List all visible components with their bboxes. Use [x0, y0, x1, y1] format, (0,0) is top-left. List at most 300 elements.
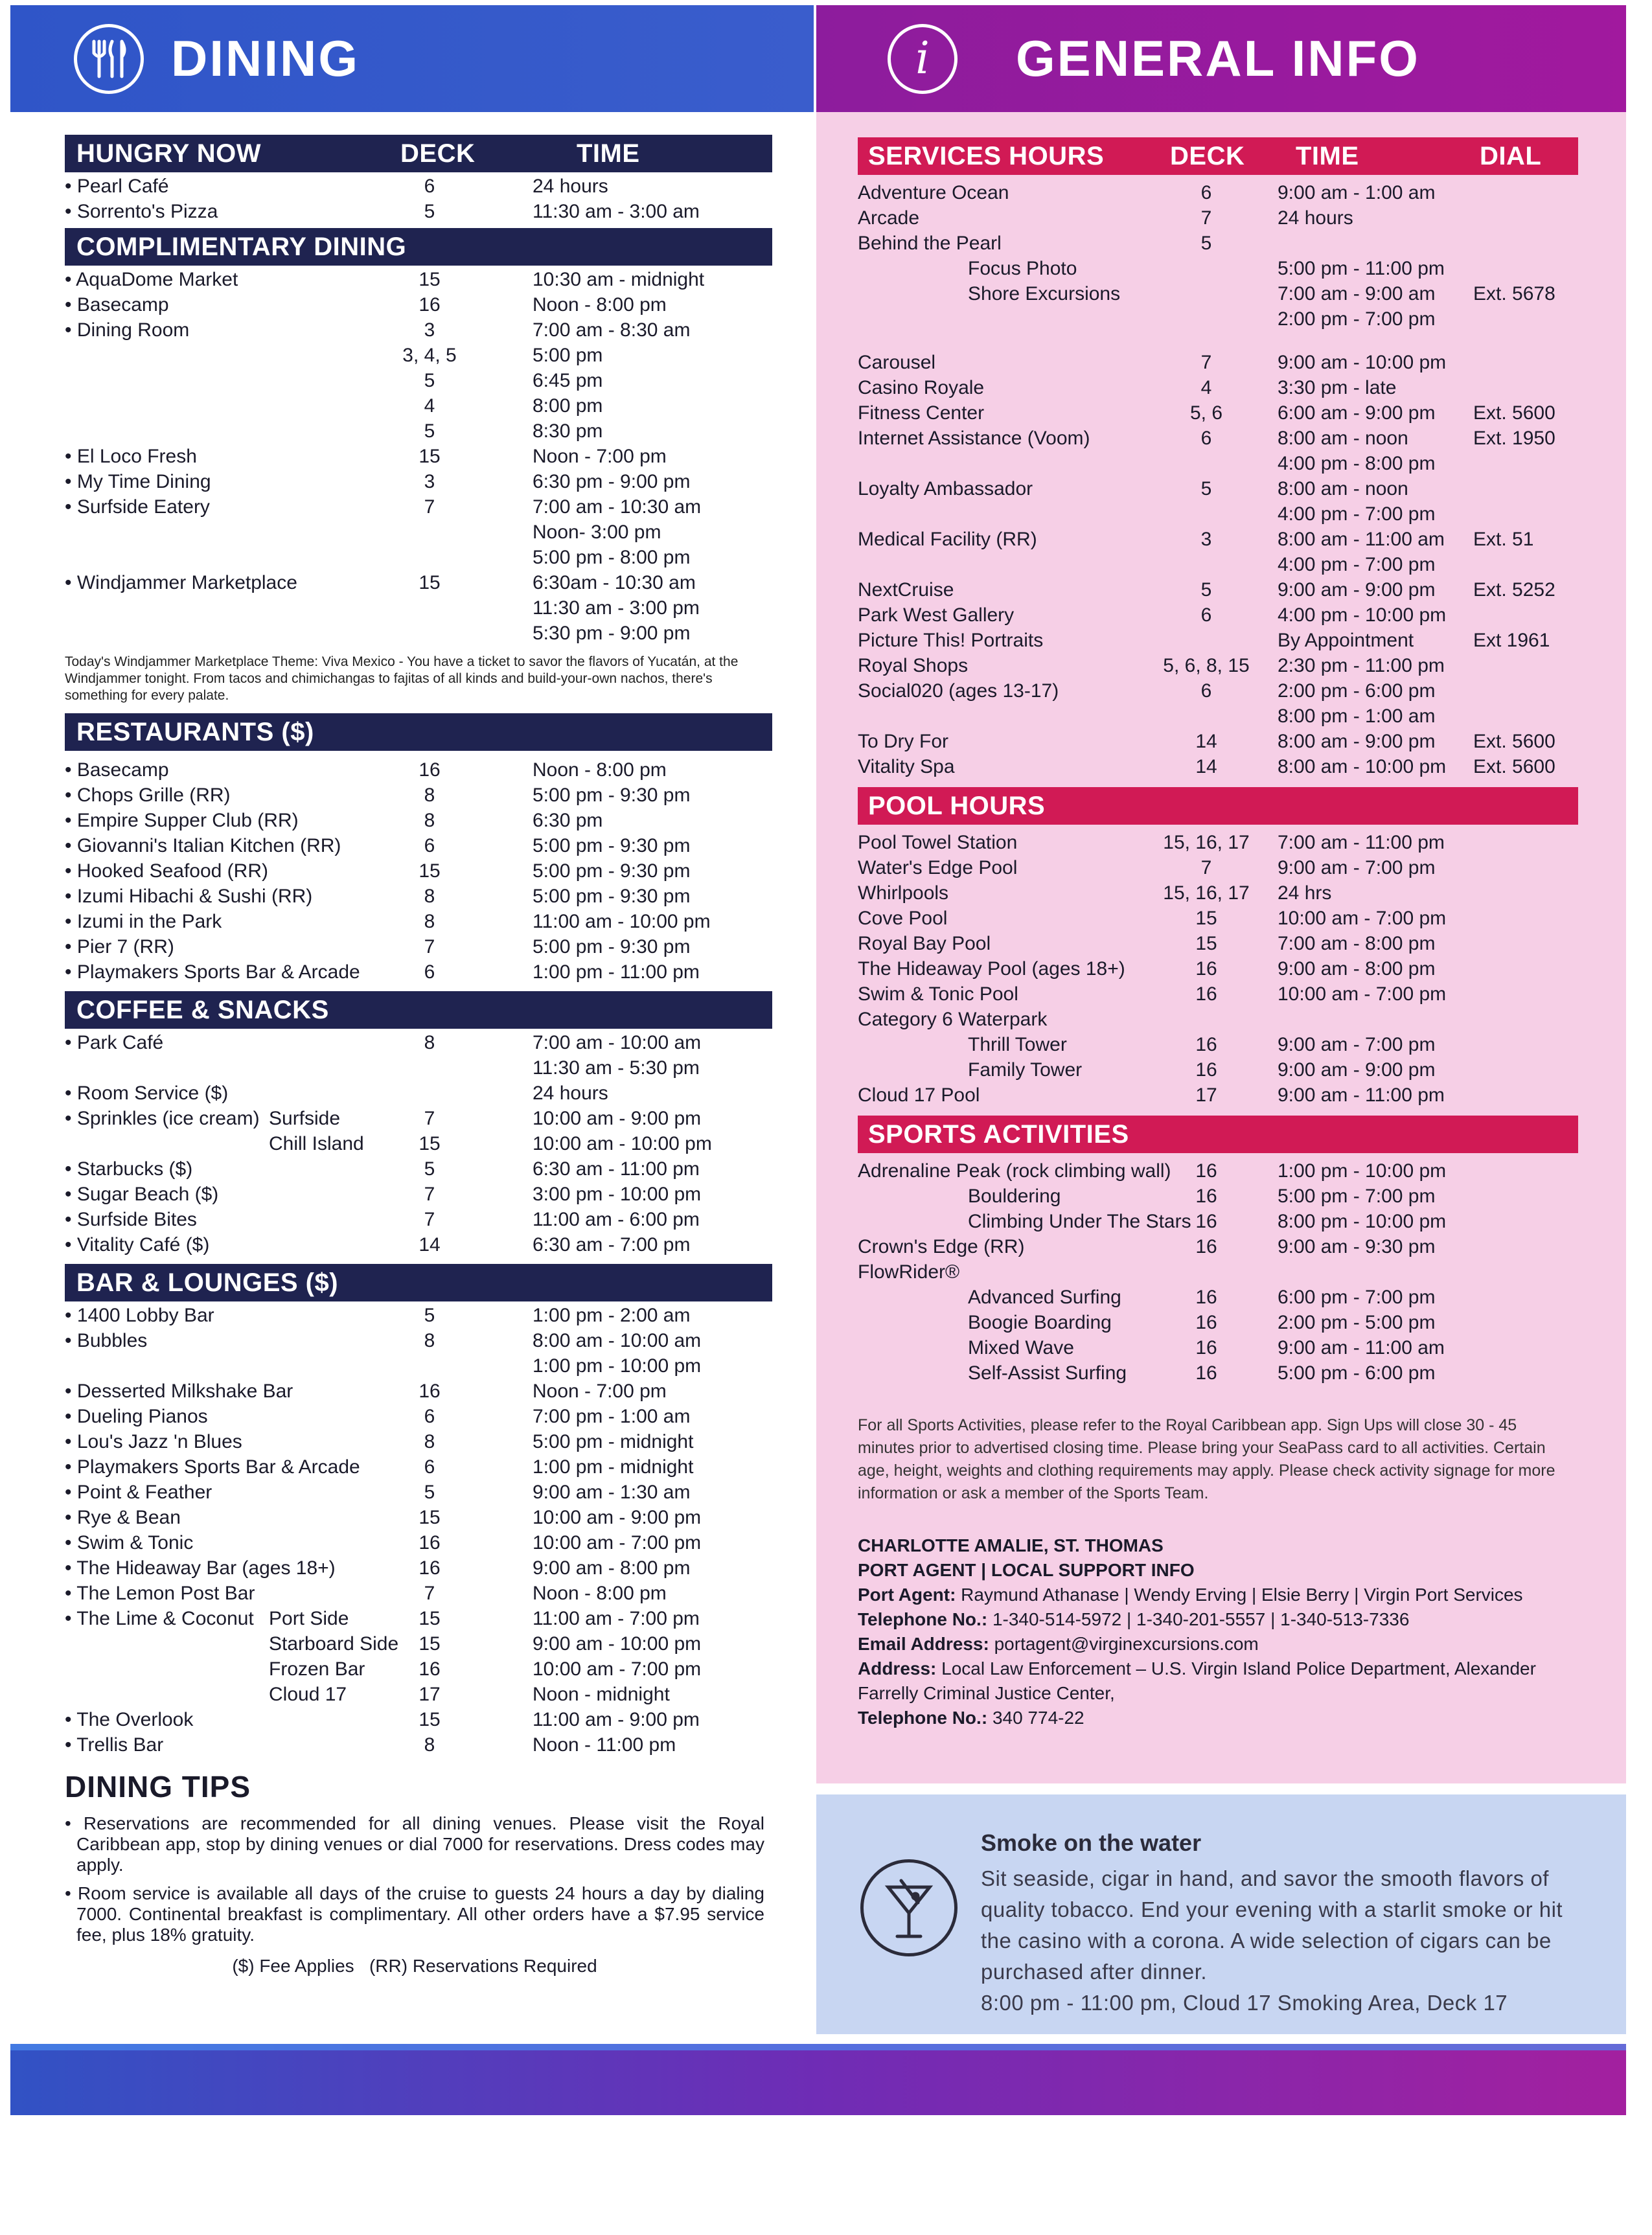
smoke-title: Smoke on the water [981, 1829, 1202, 1856]
table-row [858, 956, 1578, 981]
deck-value: 8 [424, 810, 435, 831]
time-value: Noon - 8:00 pm [533, 759, 667, 781]
time-value: 8:00 am - 10:00 pm [1278, 756, 1447, 777]
deck-value: 7 [424, 1108, 435, 1129]
deck-value: 15, 16, 17 [1163, 882, 1250, 904]
port-email-value: portagent@virginexcursions.com [994, 1634, 1259, 1654]
time-column-header: TIME [577, 139, 640, 168]
deck-value: 5 [424, 201, 435, 222]
time-value: 11:30 am - 5:30 pm [533, 1057, 700, 1079]
table-row [858, 426, 1578, 451]
time-value: Noon - 7:00 pm [533, 1381, 667, 1402]
dining-tips [65, 1769, 764, 1977]
service-sublocation: Focus Photo [968, 258, 1077, 279]
venue-name: • 1400 Lobby Bar [65, 1305, 214, 1326]
deck-value: 16 [1195, 983, 1217, 1005]
venue-name: • Surfside Eatery [65, 496, 210, 518]
time-value: 11:00 am - 9:00 pm [533, 1709, 700, 1730]
time-value: 8:00 pm [533, 395, 603, 417]
service-sublocation: Shore Excursions [968, 283, 1121, 304]
time-value: 9:00 am - 8:00 pm [1278, 958, 1436, 980]
service-name: Picture This! Portraits [858, 630, 1044, 651]
dial-column-header: DIAL [1480, 141, 1542, 170]
table-row [65, 267, 772, 292]
time-value: 7:00 pm - 1:00 am [533, 1406, 691, 1427]
time-value: 5:00 pm - 9:30 pm [533, 886, 691, 907]
port-telephone-line [858, 1607, 1583, 1632]
table-row [65, 757, 772, 783]
table-row [858, 1158, 1578, 1184]
fee-legend: ($) Fee Applies (RR) Reservations Required [232, 1956, 597, 1976]
deck-value: 15 [419, 269, 441, 290]
venue-sublocation: Chill Island [269, 1133, 364, 1154]
table-row [858, 552, 1578, 577]
table-row [858, 855, 1578, 880]
table-row [65, 1353, 772, 1379]
deck-value: 7 [424, 1184, 435, 1205]
table-row [858, 1209, 1578, 1234]
service-sublocation: Boogie Boarding [968, 1312, 1112, 1333]
restaurants-table [65, 713, 772, 985]
time-value: 8:00 am - 9:00 pm [1278, 731, 1436, 752]
service-name: Crown's Edge (RR) [858, 1236, 1025, 1257]
venue-name: • Sorrento's Pizza [65, 201, 218, 222]
table-row [858, 451, 1578, 476]
port-address-label: Address: [858, 1658, 937, 1679]
venue-name: • Chops Grille (RR) [65, 785, 231, 806]
deck-value: 3 [1200, 529, 1212, 550]
venue-sublocation: Starboard Side [269, 1633, 399, 1655]
venue-name: • Hooked Seafood (RR) [65, 860, 268, 882]
table-row [858, 906, 1578, 931]
table-row [65, 1055, 772, 1081]
time-value: 6:30 am - 11:00 pm [533, 1158, 700, 1180]
deck-value: 5 [1200, 233, 1212, 254]
service-sublocation: Advanced Surfing [968, 1287, 1121, 1308]
venue-name: • Point & Feather [65, 1482, 212, 1503]
pool-hours-rows [858, 830, 1578, 1108]
dining-tip-item: • Reservations are recommended for all dining venues. Please visit the Royal Caribbean app, stop by dining venues or dial 7000 for reservations. Dress codes may apply. [65, 1813, 764, 1875]
table-row [65, 884, 772, 909]
time-value: 10:00 am - 7:00 pm [1278, 983, 1447, 1005]
venue-name: • Surfside Bites [65, 1209, 197, 1230]
smoke-body: Sit seaside, cigar in hand, and savor the smooth flavors of quality tobacco. End your evening with a starlit smoke or hit the casino with a corona. A wide selection of cigars can be purchased after dinner. [981, 1866, 1563, 1984]
venue-name: • El Loco Fresh [65, 446, 197, 467]
deck-value: 3 [424, 319, 435, 341]
dial-extension: Ext. 5252 [1473, 579, 1555, 601]
deck-value: 8 [424, 785, 435, 806]
service-name: FlowRider® [858, 1261, 960, 1283]
venue-sublocation: Surfside [269, 1108, 341, 1129]
time-value: 7:00 am - 11:00 pm [1278, 832, 1445, 853]
service-name: Whirlpools [858, 882, 949, 904]
complimentary-dining-header [65, 228, 772, 266]
dial-extension: Ext. 5600 [1473, 731, 1555, 752]
table-row [65, 1106, 772, 1131]
time-value: 5:00 pm - 9:30 pm [533, 785, 691, 806]
service-name: Park West Gallery [858, 604, 1015, 626]
table-row [65, 1454, 772, 1480]
table-row [858, 1310, 1578, 1335]
service-name: NextCruise [858, 579, 954, 601]
deck-value: 14 [419, 1234, 441, 1255]
table-row [65, 1182, 772, 1207]
sports-activities-title: SPORTS ACTIVITIES [868, 1119, 1129, 1149]
time-value: 11:00 am - 7:00 pm [533, 1608, 700, 1629]
time-value: 11:30 am - 3:00 am [533, 201, 700, 222]
bar-lounges-table [65, 1264, 772, 1758]
port-telephone-value: 1-340-514-5972 | 1-340-201-5557 | 1-340-513-7336 [992, 1609, 1410, 1629]
time-value: By Appointment [1278, 630, 1414, 651]
deck-value: 6 [424, 1456, 435, 1478]
time-value: 2:30 pm - 11:00 pm [1278, 655, 1445, 676]
deck-value: 16 [419, 759, 441, 781]
coffee-snacks-rows [65, 1030, 772, 1257]
deck-value: 5 [424, 1482, 435, 1503]
venue-name: • Izumi in the Park [65, 911, 222, 932]
table-row [858, 205, 1578, 231]
service-name: Social020 (ages 13-17) [858, 680, 1059, 702]
venue-name: • Pier 7 (RR) [65, 936, 174, 957]
service-name: Category 6 Waterpark [858, 1009, 1048, 1030]
dial-extension: Ext. 5600 [1473, 402, 1555, 424]
table-row [65, 1480, 772, 1505]
table-row [65, 1232, 772, 1257]
table-row [858, 981, 1578, 1007]
table-row [65, 909, 772, 934]
dial-extension: Ext 1961 [1473, 630, 1550, 651]
time-value: 3:30 pm - late [1278, 377, 1397, 398]
time-value: 5:30 pm - 9:00 pm [533, 623, 691, 644]
time-value: 1:00 pm - 10:00 pm [533, 1355, 702, 1377]
table-row [65, 1682, 772, 1707]
table-row [858, 880, 1578, 906]
time-value: 9:00 am - 10:00 pm [1278, 352, 1447, 373]
port-address-line [858, 1656, 1583, 1706]
time-value: 5:00 pm - 6:00 pm [1278, 1362, 1436, 1384]
deck-value: 6 [1200, 680, 1212, 702]
deck-value: 16 [419, 1557, 441, 1579]
time-value: 6:30 pm - 9:00 pm [533, 471, 691, 492]
deck-value: 17 [1195, 1084, 1217, 1106]
table-row [65, 343, 772, 368]
deck-value: 14 [1195, 731, 1217, 752]
deck-value: 16 [1195, 1236, 1217, 1257]
venue-name: • Izumi Hibachi & Sushi (RR) [65, 886, 313, 907]
table-row [65, 174, 772, 199]
time-value: 24 hours [533, 1083, 608, 1104]
general-info-title: GENERAL INFO [1016, 30, 1420, 87]
time-value: 9:00 am - 8:00 pm [533, 1557, 691, 1579]
table-row [858, 1285, 1578, 1310]
venue-name: • Swim & Tonic [65, 1532, 194, 1553]
time-value: Noon - 7:00 pm [533, 446, 667, 467]
time-value: 10:00 am - 9:00 pm [533, 1108, 702, 1129]
time-value: 8:30 pm [533, 420, 603, 442]
venue-name: • Room Service ($) [65, 1083, 229, 1104]
complimentary-dining-title: COMPLIMENTARY DINING [76, 232, 407, 261]
time-value: 10:00 am - 10:00 pm [533, 1133, 712, 1154]
sports-note: For all Sports Activities, please refer to the Royal Caribbean app. Sign Ups will close 30 - 45 minutes prior to advertised closing time. Please bring your SeaPass card to all activities. Certain age, height, weights and clothing requirements may apply. Please check activity signage for more information or ask a member of the Sports Team. [858, 1416, 1555, 1502]
venue-name: • Basecamp [65, 759, 169, 781]
table-row [65, 1081, 772, 1106]
table-row [65, 317, 772, 343]
service-name: Cove Pool [858, 908, 948, 929]
table-row [65, 292, 772, 317]
deck-value: 5, 6, 8, 15 [1163, 655, 1250, 676]
venue-name: • Basecamp [65, 294, 169, 315]
pool-hours-header [858, 787, 1578, 825]
complimentary-dining-rows [65, 267, 772, 646]
restaurants-header [65, 713, 772, 751]
time-value: 1:00 pm - 11:00 pm [533, 961, 700, 983]
time-value: 10:00 am - 7:00 pm [533, 1532, 702, 1553]
service-name: Pool Towel Station [858, 832, 1018, 853]
table-row [65, 1606, 772, 1631]
deck-value: 16 [1195, 958, 1217, 980]
deck-value: 15 [419, 860, 441, 882]
table-row [65, 1429, 772, 1454]
table-row [65, 959, 772, 985]
deck-value: 16 [1195, 1059, 1217, 1081]
table-row [65, 833, 772, 858]
time-value: 5:00 pm - 7:00 pm [1278, 1186, 1436, 1207]
time-value: 5:00 pm - 8:00 pm [533, 547, 691, 568]
venue-name: • The Lemon Post Bar [65, 1583, 255, 1604]
table-row [858, 180, 1578, 205]
deck-value: 3, 4, 5 [402, 345, 457, 366]
time-value: 9:00 am - 1:00 am [1278, 182, 1436, 203]
deck-value: 5 [424, 1305, 435, 1326]
table-row [65, 808, 772, 833]
deck-value: 16 [419, 1658, 441, 1680]
table-row [858, 281, 1578, 306]
time-value: 7:00 am - 8:30 am [533, 319, 691, 341]
deck-value: 5 [424, 1158, 435, 1180]
hungry-now-header [65, 135, 772, 172]
time-value: 11:00 am - 6:00 pm [533, 1209, 700, 1230]
table-row [858, 400, 1578, 426]
time-value: 3:00 pm - 10:00 pm [533, 1184, 702, 1205]
deck-value: 15 [1195, 933, 1217, 954]
time-value: 9:00 am - 9:00 pm [1278, 579, 1436, 601]
time-value: 6:45 pm [533, 370, 603, 391]
time-value: 4:00 pm - 7:00 pm [1278, 503, 1436, 525]
restaurants-rows [65, 757, 772, 985]
services-hours-table [858, 137, 1578, 779]
service-name: Carousel [858, 352, 936, 373]
table-row [65, 595, 772, 621]
service-name: Adventure Ocean [858, 182, 1009, 203]
port-address-value: Local Law Enforcement – U.S. Virgin Island Police Department, Alexander Farrelly Criminal Justice Center, [858, 1658, 1536, 1703]
time-value: 7:00 am - 10:30 am [533, 496, 702, 518]
deck-value: 15 [419, 1633, 441, 1655]
time-value: 5:00 pm - 9:30 pm [533, 860, 691, 882]
venue-sublocation: Port Side [269, 1608, 349, 1629]
service-name: Royal Bay Pool [858, 933, 991, 954]
time-value: 6:00 pm - 7:00 pm [1278, 1287, 1436, 1308]
service-name: The Hideaway Pool (ages 18+) [858, 958, 1125, 980]
service-name: Royal Shops [858, 655, 969, 676]
sports-activities-table [858, 1116, 1578, 1505]
time-value: 10:00 am - 7:00 pm [533, 1658, 702, 1680]
deck-value: 15 [419, 1133, 441, 1154]
deck-value: 8 [424, 1734, 435, 1756]
time-value: 7:00 am - 8:00 pm [1278, 933, 1436, 954]
table-row [858, 1057, 1578, 1083]
table-row [858, 931, 1578, 956]
time-value: 9:00 am - 9:30 pm [1278, 1236, 1436, 1257]
table-row [65, 1581, 772, 1606]
table-row [858, 1184, 1578, 1209]
time-value: 1:00 pm - 10:00 pm [1278, 1160, 1447, 1182]
time-value: 11:00 am - 10:00 pm [533, 911, 711, 932]
table-row [858, 1032, 1578, 1057]
windjammer-theme-note: Today's Windjammer Marketplace Theme: Viva Mexico - You have a ticket to savor the flavors of Yucatán, at the Windjammer tonight. From tacos and chimichangas to fajitas of all kinds and build-your-own nachos, there's something for every palate. [65, 654, 739, 703]
table-row [65, 1328, 772, 1353]
table-row [65, 418, 772, 444]
venue-name: • Park Café [65, 1032, 164, 1053]
deck-value: 17 [419, 1684, 441, 1705]
dining-header [10, 5, 814, 112]
time-value: 2:00 pm - 6:00 pm [1278, 680, 1436, 702]
service-name: Vitality Spa [858, 756, 955, 777]
table-row [65, 1732, 772, 1758]
coffee-snacks-header [65, 991, 772, 1029]
table-row [65, 1656, 772, 1682]
time-value: Noon- 3:00 pm [533, 522, 661, 543]
dining-column [10, 5, 814, 2117]
deck-value: 7 [424, 496, 435, 518]
deck-value: 7 [1200, 857, 1212, 878]
time-value: 24 hours [533, 176, 608, 197]
time-value: 5:00 pm - 9:30 pm [533, 936, 691, 957]
table-row [858, 653, 1578, 678]
time-value: Noon - 8:00 pm [533, 294, 667, 315]
table-row [65, 368, 772, 393]
dial-extension: Ext. 51 [1473, 529, 1534, 550]
services-hours-rows [858, 180, 1578, 779]
time-value: 9:00 am - 11:00 pm [1278, 1084, 1445, 1106]
deck-value: 15 [419, 446, 441, 467]
service-sublocation: Bouldering [968, 1186, 1061, 1207]
table-row [65, 199, 772, 224]
port-email-label: Email Address: [858, 1634, 989, 1654]
deck-value: 16 [1195, 1160, 1217, 1182]
time-value: 5:00 pm - midnight [533, 1431, 694, 1452]
time-value: 2:00 pm - 7:00 pm [1278, 308, 1436, 330]
deck-value: 8 [424, 1330, 435, 1351]
time-column-header: TIME [1296, 141, 1359, 170]
time-value: Noon - midnight [533, 1684, 670, 1705]
table-row [65, 783, 772, 808]
table-row [858, 1083, 1578, 1108]
service-sublocation: Family Tower [968, 1059, 1083, 1081]
deck-value: 15 [419, 572, 441, 593]
bar-lounges-header [65, 1264, 772, 1301]
venue-name: • The Hideaway Bar (ages 18+) [65, 1557, 336, 1579]
table-row [858, 729, 1578, 754]
time-value: 4:00 pm - 10:00 pm [1278, 604, 1447, 626]
table-row [65, 1505, 772, 1530]
coffee-snacks-table [65, 991, 772, 1257]
deck-value: 5 [424, 420, 435, 442]
dining-tips-title: DINING TIPS [65, 1770, 251, 1804]
table-row [858, 350, 1578, 375]
restaurants-title: RESTAURANTS ($) [76, 717, 314, 746]
time-value: 24 hrs [1278, 882, 1332, 904]
deck-value: 14 [1195, 756, 1217, 777]
venue-sublocation: Cloud 17 [269, 1684, 347, 1705]
footer-stripe [10, 2044, 1626, 2050]
deck-value: 7 [424, 1209, 435, 1230]
deck-value: 4 [1200, 377, 1212, 398]
service-name: Adrenaline Peak (rock climbing wall) [858, 1160, 1171, 1182]
table-row [65, 1207, 772, 1232]
time-value: Noon - 8:00 pm [533, 1583, 667, 1604]
port-location-title: CHARLOTTE AMALIE, ST. THOMAS [858, 1535, 1164, 1555]
bar-lounges-rows [65, 1303, 772, 1758]
deck-value: 16 [1195, 1362, 1217, 1384]
table-row [858, 1007, 1578, 1032]
time-value: 9:00 am - 7:00 pm [1278, 857, 1436, 878]
service-name: Arcade [858, 207, 920, 229]
table-row [858, 527, 1578, 552]
time-value: 8:00 am - 11:00 am [1278, 529, 1445, 550]
dining-tip-item: • Room service is available all days of the cruise to guests 24 hours a day by dialing 7000. Continental breakfast is complimentary. All other orders have a $7.95 service fee, plus 18% gratuity. [65, 1883, 764, 1945]
table-row [858, 628, 1578, 653]
port-telephone-label: Telephone No.: [858, 1609, 988, 1629]
deck-value: 6 [424, 961, 435, 983]
hungry-now-title: HUNGRY NOW [76, 139, 261, 168]
time-value: 5:00 pm - 11:00 pm [1278, 258, 1445, 279]
time-value: 6:30 am - 7:00 pm [533, 1234, 691, 1255]
table-row [858, 256, 1578, 281]
table-row [858, 1335, 1578, 1360]
table-row [858, 602, 1578, 628]
general-info-column [816, 5, 1626, 1783]
services-hours-header [858, 137, 1578, 175]
venue-name: • Windjammer Marketplace [65, 572, 297, 593]
deck-value: 5 [424, 370, 435, 391]
dial-extension: Ext. 5600 [1473, 756, 1555, 777]
time-value: 2:00 pm - 5:00 pm [1278, 1312, 1436, 1333]
table-row [858, 830, 1578, 855]
table-row [65, 1030, 772, 1055]
police-telephone-value: 340 774-22 [992, 1708, 1084, 1728]
sports-activities-rows [858, 1158, 1578, 1386]
deck-value: 6 [1200, 428, 1212, 449]
table-row [65, 621, 772, 646]
table-row [65, 1707, 772, 1732]
venue-name: • Bubbles [65, 1330, 148, 1351]
info-icon: i [888, 24, 958, 94]
service-sublocation: Mixed Wave [968, 1337, 1074, 1358]
service-sublocation: Thrill Tower [968, 1034, 1067, 1055]
footer-gradient-bar [10, 2044, 1626, 2115]
time-value: 5:00 pm [533, 345, 603, 366]
hungry-now-table [65, 135, 772, 224]
venue-name: • Desserted Milkshake Bar [65, 1381, 293, 1402]
deck-value: 15, 16, 17 [1163, 832, 1250, 853]
deck-value: 16 [1195, 1186, 1217, 1207]
cocktail-icon [860, 1859, 958, 1956]
table-row [65, 1131, 772, 1156]
dial-extension: Ext. 5678 [1473, 283, 1555, 304]
time-value: 6:30am - 10:30 am [533, 572, 696, 593]
deck-column-header: DECK [400, 139, 476, 168]
venue-name: • AquaDome Market [65, 269, 238, 290]
